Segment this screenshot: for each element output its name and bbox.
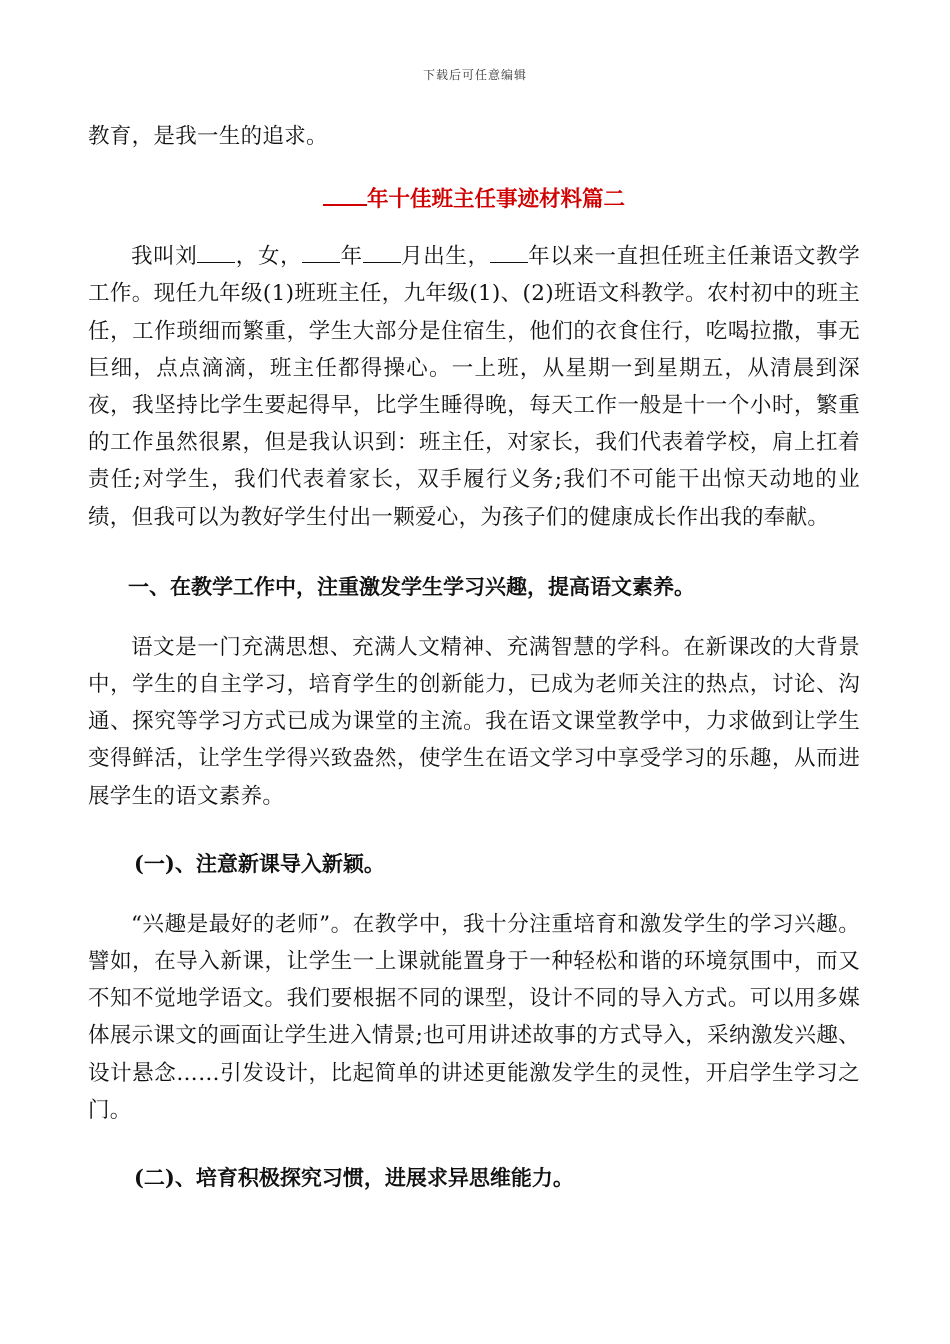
intro-text-1: 我叫刘 [131, 244, 198, 270]
name-blank [197, 240, 235, 263]
birth-year-blank [302, 240, 340, 263]
opening-line: 教育，是我一生的追求。 [88, 124, 328, 149]
start-year-blank [490, 240, 528, 263]
intro-text-3: 年 [340, 244, 363, 270]
subsection-heading-1: (一)、注意新课导入新颖。 [134, 850, 385, 876]
subsection1-paragraph: “兴趣是最好的老师”。在教学中，我十分注重培育和激发学生的学习兴趣。譬如，在导入新课，让学生一上课就能置身于一种轻松和谐的环境氛围中，而又不知不觉地学语文。我们要根据不同的课型，设计不同的导入方式。可以用多媒体展示课文的画面让学生进入情景;也可用讲述故事的方式导入，采纳激发兴趣、设计悬念……引发设计，比起简单的讲述更能激发学生的灵性，开启学生学习之门。 [88, 911, 860, 1123]
header-note: 下载后可任意编辑 [422, 68, 527, 82]
subsection-heading-2: (二)、培育积极探究习惯，进展求异思维能力。 [134, 1165, 574, 1191]
section1-paragraph: 语文是一门充满思想、充满人文精神、充满智慧的学科。在新课改的大背景中，学生的自主学习，培育学生的创新能力，已成为老师关注的热点，讨论、沟通、探究等学习方式已成为课堂的主流。我在语文课堂教学中，力求做到让学生变得鲜活，让学生学得兴致盎然，使学生在语文学习中享受学习的乐趣，从而进展学生的语文素养。 [88, 634, 860, 809]
document-body [88, 118, 860, 1220]
intro-paragraph [88, 238, 860, 536]
title-blank [323, 182, 367, 206]
birth-month-blank [363, 240, 401, 263]
section-heading-1: 一、在教学工作中，注重激发学生学习兴趣，提高语文素养。 [128, 573, 695, 599]
intro-text-4: 月出生， [400, 244, 490, 270]
section-title [88, 181, 860, 218]
title-text: 年十佳班主任事迹材料篇二 [366, 187, 625, 213]
intro-text-5: 年以来一直担任班主任兼语文教学工作。现任九年级(1)班班主任，九年级(1)、(2)班语文科教学。农村初中的班主任，工作琐细而繁重，学生大部分是住宿生，他们的衣食住行，吃喝拉撒，事无巨细，点点滴滴，班主任都得操心。一上班，从星期一到星期五，从清晨到深夜，我坚持比学生要起得早，比学生睡得晚，每天工作一般是十一个小时，繁重的工作虽然很累，但是我认识到：班主任，对家长，我们代表着学校，肩上扛着责任;对学生，我们代表着家长，双手履行义务;我们不可能干出惊天动地的业绩，但我可以为教好学生付出一颗爱心，为孩子们的健康成长作出我的奉献。 [88, 244, 860, 530]
intro-text-2: ，女， [235, 244, 303, 270]
